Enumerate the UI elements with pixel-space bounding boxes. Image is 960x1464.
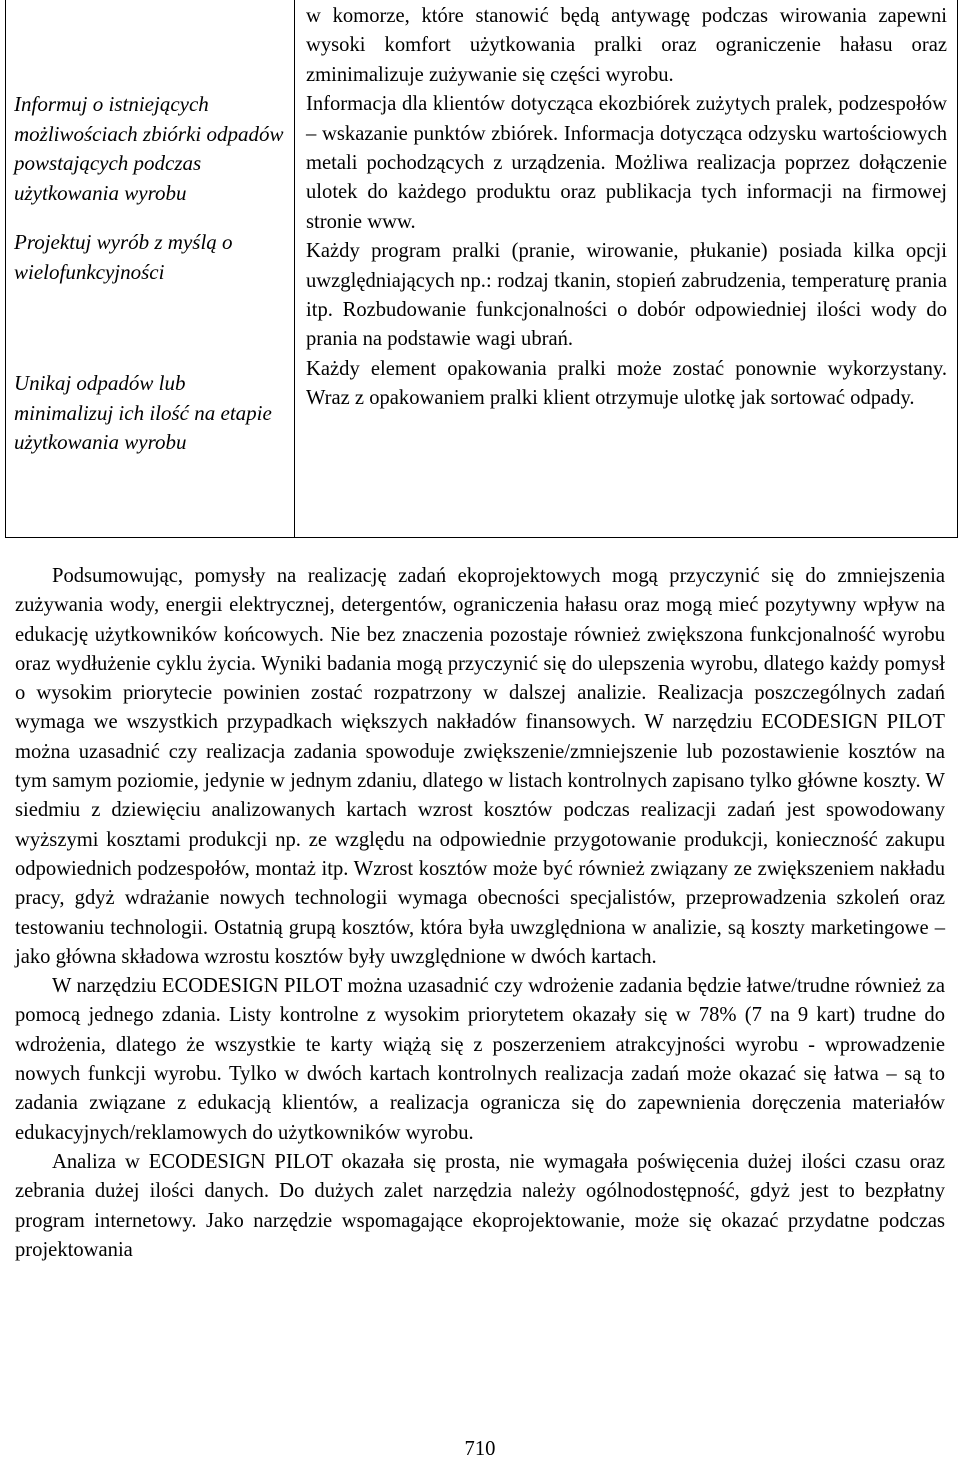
task-paragraph: w komorze, które stanowić będą antywagę podczas wirowania zapewni wysoki komfort użytkowania pralki oraz ograniczenie hałasu oraz zminimalizuje zużywanie się części wyrobu. bbox=[306, 5, 947, 86]
guideline-item: Projektuj wyrób z myślą o wielofunkcyjności bbox=[14, 230, 233, 284]
guideline-item: Informuj o istniejących możliwościach zbiórki odpadów powstających podczas użytkowania wyrobu bbox=[14, 92, 284, 205]
body-paragraph: W narzędziu ECODESIGN PILOT można uzasadnić czy wdrożenie zadania będzie łatwe/trudne również za pomocą jednego zdania. Listy kontrolne z wysokim priorytetem okazały się w 78% (7 na 9 kart) trudne do wdrożenia, dlatego że wszystkie te karty wiążą się z poszerzeniem atrakcyjności wyrobu - wprowadzenie nowych funkcji wyrobu. Tylko w dwóch kartach kontrolnych realizacja zadań może okazać się łatwa – są to zadania związane z edukacją klientów, a realizacja ogranicza się do zapewnienia doręczenia materiałów edukacyjnych/reklamowych do użytkowników wyrobu. bbox=[15, 975, 945, 1144]
task-paragraph: Każdy program pralki (pranie, wirowanie, płukanie) posiada kilka opcji uwzględniających np.: rodzaj tkanin, stopień zabrudzenia, temperaturę prania itp. Rozbudowanie funkcjonalności o dobór odpowiedniej ilości wody do prania na podstawie wagi ubrań. bbox=[306, 240, 947, 351]
task-paragraph: Każdy element opakowania pralki może zostać ponownie wykorzystany. Wraz z opakowaniem pralki klient otrzymuje ulotkę jak sortować odpady. bbox=[306, 357, 947, 410]
guideline-column bbox=[6, 0, 295, 537]
page-number: 710 bbox=[464, 1438, 496, 1460]
body-paragraph: Analiza w ECODESIGN PILOT okazała się prosta, nie wymagała poświęcenia dużej ilości czasu oraz zebrania dużej ilości danych. Do dużych zalet narzędzia należy ogólnodostępność, gdyż jest to bezpłatny program internetowy. Jako narzędzie wspomagające ekoprojektowanie, może się okazać przydatne podczas projektowania bbox=[15, 1150, 945, 1261]
task-column bbox=[295, 0, 957, 537]
ecodesign-table bbox=[5, 0, 958, 538]
body-text bbox=[15, 562, 945, 1265]
body-paragraph: Podsumowując, pomysły na realizację zadań ekoprojektowych mogą przyczynić się do zmniejszenia zużywania wody, energii elektrycznej, detergentów, ograniczenia hałasu oraz mogą mieć pozytywny wpływ na edukację użytkowników końcowych. Nie bez znaczenia pozostaje również zwiększona funkcjonalność wyrobu oraz wydłużenie cyklu życia. Wyniki badania mogą przyczynić się do ulepszenia wyrobu, dlatego każdy pomysł o wysokim priorytecie powinien zostać rozpatrzony w dalszej analizie. Realizacja poszczególnych zadań wymaga we wszystkich przypadkach większych nakładów finansowych. W narzędziu ECODESIGN PILOT można uzasadnić czy realizacja zadania spowoduje zwiększenie/zmniejszenie lub pozostawienie kosztów na tym samym poziomie, jedynie w jednym zdaniu, dlatego w listach kontrolnych zapisano tylko główne koszty. W siedmiu z dziewięciu analizowanych kartach wzrost kosztów podczas realizacji zadań jest spowodowany wyższymi kosztami produkcji np. ze względu na odpowiednie przygotowanie produkcji, konieczność zakupu odpowiednich podzespołów, montaż itp. Wzrost kosztów może być również związany ze zwiększeniem nakładu pracy, gdyż wdrażanie nowych technologii wymaga obecności specjalistów, przeprowadzenia szkoleń oraz testowaniu technologii. Ostatnią grupą kosztów, która była uwzględniona w analizie, są koszty marketingowe – jako główna składowa wzrostu kosztów były uwzględnione w dwóch kartach. bbox=[15, 565, 945, 968]
guideline-item: Unikaj odpadów lub minimalizuj ich ilość na etapie użytkowania wyrobu bbox=[14, 371, 272, 454]
task-paragraph: Informacja dla klientów dotycząca ekozbiórek zużytych pralek, podzespołów – wskazanie punktów zbiórek. Informacja dotycząca odzysku wartościowych metali pochodzących z urządzenia. Możliwa realizacja poprzez dołączenie ulotek do każdego produktu oraz publikacja tych informacji na firmowej stronie www. bbox=[306, 93, 947, 233]
